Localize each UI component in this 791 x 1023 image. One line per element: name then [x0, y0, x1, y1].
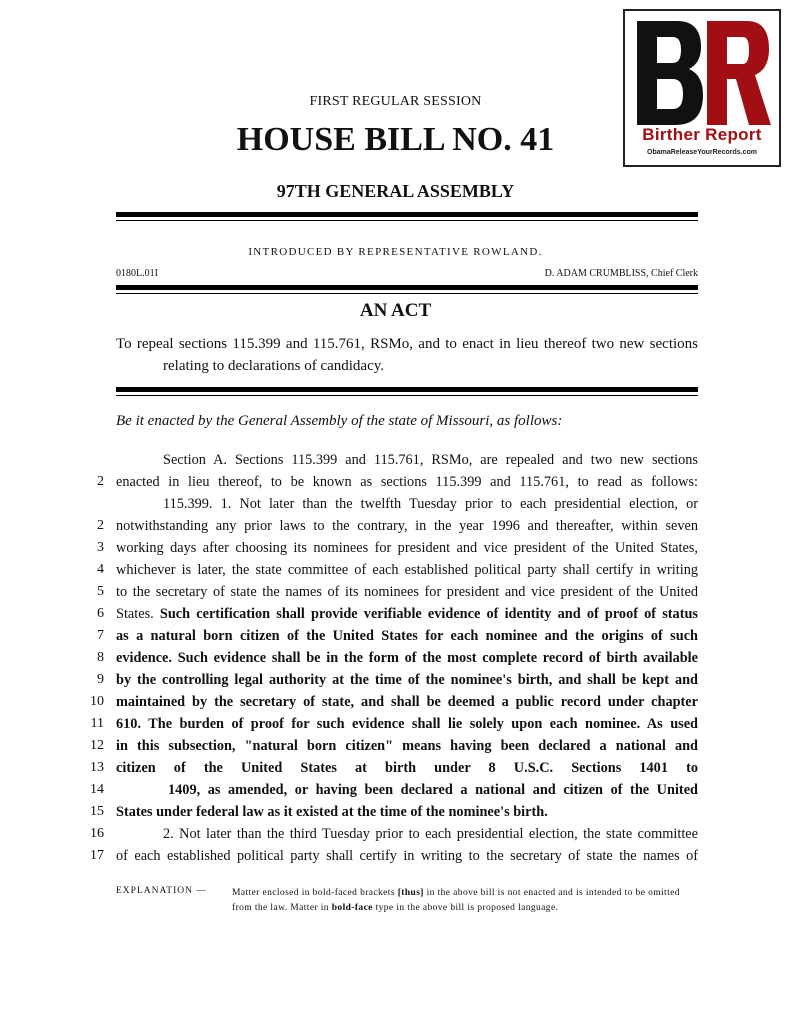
line-number: 3: [97, 540, 104, 555]
bold-segment: evidence. Such evidence shall be in the form of the most complete record of birth available: [116, 650, 698, 666]
line-number: 2: [97, 518, 104, 533]
bold-segment: by the controlling legal authority at the time of the nominee's birth, and shall be kept and: [116, 672, 698, 688]
intro-rule-thick: [116, 285, 698, 290]
bill-text-line: [116, 537, 698, 559]
bill-text-line: [116, 801, 698, 823]
bold-segment: States under federal law as it existed at the time of the nominee's birth.: [116, 804, 548, 820]
text-segment: of each established political party shall certify in writing to the secretary of state the names of: [116, 848, 698, 864]
act-heading: AN ACT: [359, 300, 432, 321]
bold-segment: Such certification shall provide verifiable evidence of identity and of proof of status: [159, 606, 698, 622]
text-segment: whichever is later, the state committee of each established political party shall certify in writing: [116, 562, 698, 578]
bill-text-line: [116, 625, 698, 647]
logo-brand-text: Birther Report: [642, 125, 762, 144]
chief-clerk: D. ADAM CRUMBLISS, Chief Clerk: [544, 268, 698, 279]
bold-segment: 1409, as amended, or having been declared a national and citizen of the United: [168, 782, 698, 798]
introduced-by-line: INTRODUCED BY REPRESENTATIVE ROWLAND.: [248, 246, 543, 258]
line-number: 2: [97, 474, 104, 489]
bill-text-line: [116, 647, 698, 669]
act-title-line-1: To repeal sections 115.399 and 115.761, RSMo, and to enact in lieu thereof two new sections: [116, 336, 698, 352]
bill-text-line: [116, 713, 698, 735]
bold-segment: maintained by the secretary of state, and shall be deemed a public record under chapter: [116, 694, 698, 710]
bill-text-line: [168, 779, 698, 801]
title-rule-thin: [116, 395, 698, 396]
act-title-line-2: relating to declarations of candidacy.: [163, 358, 385, 374]
bill-text-line: [116, 559, 698, 581]
text-segment: States.: [116, 606, 160, 622]
bill-text-line: [163, 493, 698, 515]
line-number: 17: [90, 848, 104, 863]
intro-rule-thin: [116, 293, 698, 294]
bill-text-line: [116, 669, 698, 691]
line-number: 8: [97, 650, 104, 665]
explanation-text-part2: in the above bill is not enacted and is intended to be omitted from the law. Matter in: [232, 888, 680, 913]
bill-text-line: [116, 603, 698, 625]
bill-text-line: [116, 845, 698, 867]
title-rule-thick: [116, 387, 698, 392]
bill-text-line: [116, 735, 698, 757]
bill-text-line: [116, 691, 698, 713]
logo-tagline: ObamaReleaseYourRecords.com: [647, 149, 757, 156]
bill-text-line: [116, 515, 698, 537]
bill-text-line: [163, 449, 698, 471]
line-number: 14: [90, 782, 104, 797]
bill-code: 0180L.01I: [116, 268, 158, 279]
text-segment: 2. Not later than the third Tuesday prior to each presidential election, the state committee: [163, 826, 698, 842]
bold-segment: as a natural born citizen of the United States for each nominee and the origins of such: [116, 628, 698, 644]
bill-number-title: HOUSE BILL NO. 41: [236, 121, 555, 158]
line-number: 15: [90, 804, 104, 819]
bold-segment: in this subsection, "natural born citizen" means having been declared a national and: [116, 738, 698, 754]
line-number: 6: [97, 606, 104, 621]
enacting-clause: Be it enacted by the General Assembly of the state of Missouri, as follows:: [116, 413, 563, 429]
explanation-text-part1: Matter enclosed in bold-faced brackets: [232, 888, 398, 898]
session-heading: FIRST REGULAR SESSION: [309, 94, 482, 109]
bold-segment: 610. The burden of proof for such evidence shall lie solely upon each nominee. As used: [116, 716, 698, 732]
line-number: 11: [90, 716, 104, 731]
explanation-bracket-example: [thus]: [397, 888, 424, 898]
bold-segment: citizen of the United States at birth under 8 U.S.C. Sections 1401 to: [116, 760, 698, 776]
text-segment: 115.399. 1. Not later than the twelfth Tuesday prior to each presidential election, or: [163, 496, 698, 512]
br-logo-letters: [635, 17, 771, 129]
bill-text-line: [116, 471, 698, 493]
line-number: 4: [97, 562, 104, 577]
text-segment: enacted in lieu thereof, to be known as sections 115.399 and 115.761, to read as follows:: [116, 474, 698, 490]
bill-text-line: [116, 757, 698, 779]
header-rule-thin: [116, 220, 698, 221]
assembly-heading: 97TH GENERAL ASSEMBLY: [276, 181, 515, 201]
line-number: 7: [97, 628, 104, 643]
text-segment: Section A. Sections 115.399 and 115.761, RSMo, are repealed and two new sections: [163, 452, 698, 468]
line-number: 16: [90, 826, 104, 841]
line-number: 5: [97, 584, 104, 599]
explanation-text: [232, 886, 698, 916]
bill-text-line: [116, 581, 698, 603]
text-segment: notwithstanding any prior laws to the contrary, in the year 1996 and thereafter, within seven: [116, 518, 698, 534]
explanation-boldface-word: bold-face: [331, 903, 373, 913]
header-rule-thick: [116, 212, 698, 217]
explanation-label: EXPLANATION —: [116, 886, 207, 896]
bill-text-line: [163, 823, 698, 845]
text-segment: to the secretary of state the names of its nominees for president and vice president of the United: [116, 584, 698, 600]
text-segment: working days after choosing its nominees for president and vice president of the United States,: [116, 540, 698, 556]
line-number: 10: [90, 694, 104, 709]
line-number: 13: [90, 760, 104, 775]
explanation-text-part3: type in the above bill is proposed language.: [372, 903, 559, 913]
line-number: 12: [90, 738, 104, 753]
line-number: 9: [97, 672, 104, 687]
